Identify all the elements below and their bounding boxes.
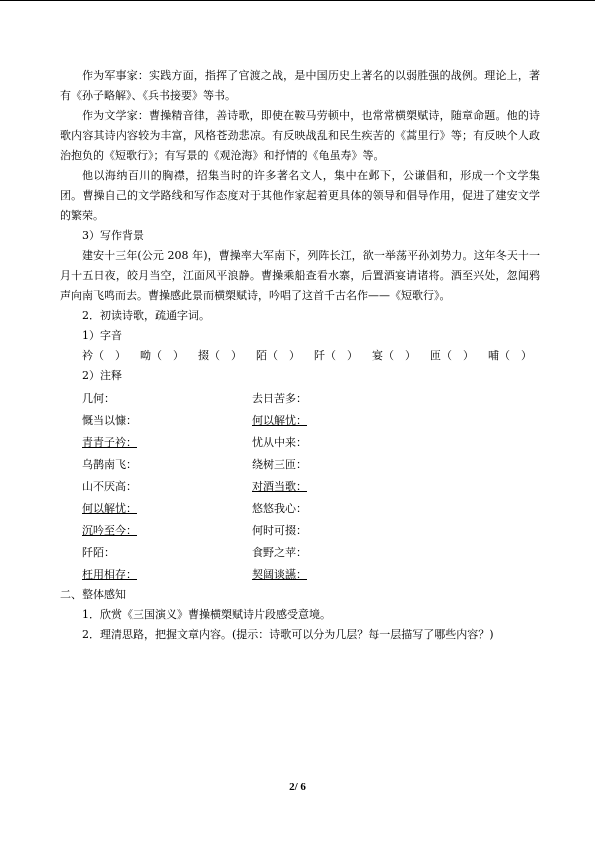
note-item: 对酒当歌： [252,480,307,493]
pronunciation-item: 阡（ ） [314,349,358,362]
notes-grid [82,388,540,585]
note-item: 沉吟至今： [82,524,137,537]
paragraph-literary: 作为文学家：曹操精音律，善诗歌，即使在鞍马劳顿中，也常常横槊赋诗，随章命题。他的诗歌内容其诗内容较为丰富，风格苍劲悲凉。有反映战乱和民生疾苦的《蒿里行》等；有反映个人政治抱负的《短歌行》；有写景的《观沧海》和抒情的《龟虽寿》等。 [60,109,540,162]
note-item: 何时可掇： [252,524,307,537]
heading-reading: 2．初读诗歌，疏通字词。 [82,309,210,322]
pronunciation-item: 陌（ ） [256,349,300,362]
note-item: 忧从中来： [252,436,307,449]
note-item: 乌鹊南飞： [82,458,137,471]
task-1: 1．欣赏《三国演义》曹操横槊赋诗片段感受意境。 [82,608,331,621]
note-item: 枉用相存： [82,568,137,581]
note-item: 青青子衿： [82,436,137,449]
heading-pronunciation: 1）字音 [82,329,122,342]
pronunciation-item: 哺（ ） [488,349,532,362]
pronunciation-item: 呦（ ） [140,349,184,362]
task-2: 2．理清思路，把握文章内容。(提示：诗歌可以分为几层？每一层描写了哪些内容？) [82,628,494,641]
pronunciation-item: 掇（ ） [198,349,242,362]
pronunciation-item: 匝（ ） [430,349,474,362]
note-item: 去日苦多： [252,392,307,405]
header-rule [0,0,595,1]
note-item: 阡陌： [82,546,115,559]
paragraph-background: 建安十三年(公元 208 年)，曹操率大军南下，列阵长江，欲一举荡平孙刘势力。这年冬天十一月十五日夜，皎月当空，江面风平浪静。曹操乘船查看水寨，后置酒宴请诸将。酒至兴处，忽闻鸦声向南飞鸣而去。曹操感此景而横槊赋诗，吟唱了这首千古名作——《短歌行》。 [60,249,540,302]
page-number: 2/ 6 [289,781,306,793]
heading-notes: 2）注释 [82,369,122,382]
note-item: 几何： [82,392,115,405]
pronunciation-item: 宴（ ） [372,349,416,362]
note-item: 食野之苹： [252,546,307,559]
note-item: 何以解忧： [252,414,307,427]
note-item: 慨当以慷： [82,414,137,427]
paragraph-patron: 他以海纳百川的胸襟，招集当时的许多著名文人，集中在邺下，公谦倡和，形成一个文学集团。曹操自己的文学路线和写作态度对于其他作家起着更具体的领导和倡导作用，促进了建安文学的繁荣。 [60,169,540,222]
note-item: 山不厌高： [82,480,137,493]
paragraph-military: 作为军事家：实践方面，指挥了官渡之战，是中国历史上著名的以弱胜强的战例。理论上，著有《孙子略解》、《兵书接要》等书。 [60,69,540,102]
section-heading-overall: 二、整体感知 [60,588,126,601]
pronunciation-item: 衿（ ） [82,349,126,362]
note-item: 何以解忧： [82,502,137,515]
document-body [60,66,540,645]
note-item: 契阔谈讌： [252,568,307,581]
pronunciation-row [60,346,540,366]
note-item: 悠悠我心： [252,502,307,515]
note-item: 绕树三匝： [252,458,307,471]
heading-background: 3）写作背景 [82,229,144,242]
